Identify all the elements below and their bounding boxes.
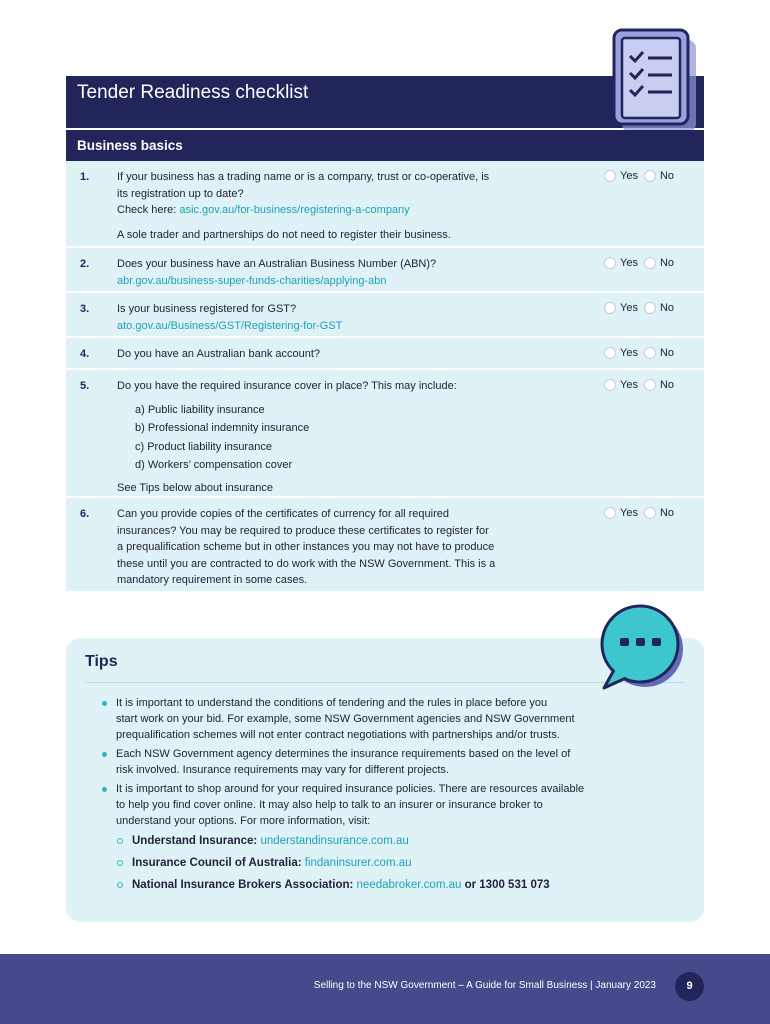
row-number: 2.: [80, 258, 90, 270]
row-number: 5.: [80, 380, 90, 392]
yes-label: Yes: [620, 170, 638, 182]
checklist-row-4: [66, 338, 704, 370]
row-question: If your business has a trading name or is a company, trust or co-operative, is: [117, 171, 490, 183]
resource-link-item: Insurance Council of Australia: findaninsurer.com.au: [102, 855, 687, 871]
row-question: Do you have the required insurance cover in place? This may include:: [117, 380, 457, 392]
list-item: a) Public liability insurance: [135, 403, 265, 416]
speech-bubble-icon: [596, 604, 688, 694]
tips-title: Tips: [85, 653, 118, 670]
yes-radio[interactable]: [604, 302, 616, 314]
no-label: No: [659, 257, 675, 269]
page-footer: [0, 954, 770, 1024]
row-question: Is your business registered for GST?: [117, 303, 297, 315]
yes-label: Yes: [620, 302, 638, 314]
checklist-row-6: [66, 498, 704, 591]
checklist-row-2: [66, 248, 704, 293]
row-question: Do you have an Australian bank account?: [117, 348, 321, 360]
section-label: Business basics: [77, 138, 183, 153]
section-business-basics: [66, 130, 704, 161]
row-number: 1.: [80, 171, 90, 183]
yes-radio[interactable]: [604, 347, 616, 359]
row-question: Can you provide copies of the certificates of currency for all required: [117, 508, 449, 520]
yes-label: Yes: [620, 507, 638, 519]
no-label: No: [659, 302, 675, 314]
row-number: 4.: [80, 348, 90, 360]
bullet-icon: [102, 701, 107, 706]
resource-link-item: National Insurance Brokers Association: needabroker.com.au or 1300 531 073: [102, 877, 687, 893]
row-check-prefix: Check here:: [117, 204, 180, 216]
list-item: b) Professional indemnity insurance: [135, 422, 310, 434]
yes-radio[interactable]: [604, 379, 616, 391]
resource-link[interactable]: needabroker.com.au: [356, 879, 462, 891]
resource-link-item: Understand Insurance: understandinsurance.com.au: [102, 833, 687, 849]
sub-bullet-icon: [117, 882, 123, 888]
no-radio[interactable]: [644, 257, 656, 269]
no-label: No: [659, 507, 675, 519]
no-radio[interactable]: [644, 379, 656, 391]
row-note: A sole trader and partnerships do not need to register their business.: [117, 228, 451, 241]
tips-list: [102, 695, 687, 899]
list-item: It is important to understand the conditions of tendering and the rules in place before you start work on your bid. For example, some NSW Government agencies and NSW Government prequalification schemes will not enter contract negotiations with partnerships and/or trusts.: [102, 695, 687, 743]
yes-label: Yes: [620, 347, 638, 359]
footer-text: Selling to the NSW Government – A Guide for Small Business | January 2023: [313, 980, 656, 991]
checklist-row-5: [66, 370, 704, 498]
row-link[interactable]: abr.gov.au/business-super-funds-charities/applying-abn: [117, 274, 387, 287]
row-question: its registration up to date?: [117, 187, 244, 200]
sub-bullet-icon: [117, 860, 123, 866]
row-number: 6.: [80, 508, 90, 520]
sub-bullet-icon: [117, 838, 123, 844]
no-label: No: [659, 170, 675, 182]
row-question: Does your business have an Australian Business Number (ABN)?: [117, 258, 437, 270]
list-item: Each NSW Government agency determines the insurance requirements based on the level of risk involved. Insurance requirements may vary for different projects.: [102, 746, 687, 778]
list-item: d) Workers’ compensation cover: [135, 459, 293, 471]
list-item: It is important to shop around for your required insurance policies. There are resources available to help you find cover online. It may also help to talk to an insurer or insurance broker to understand your options. For more information, visit:: [102, 781, 687, 829]
list-item: c) Product liability insurance: [135, 440, 272, 453]
yes-radio[interactable]: [604, 257, 616, 269]
checklist-table: [66, 161, 704, 591]
yes-label: Yes: [620, 257, 638, 269]
no-radio[interactable]: [644, 347, 656, 359]
page-title: Tender Readiness checklist: [77, 82, 309, 103]
row-note: See Tips below about insurance: [117, 481, 273, 494]
no-radio[interactable]: [644, 507, 656, 519]
row-link[interactable]: asic.gov.au/for-business/registering-a-company: [179, 204, 410, 216]
page-number: 9: [675, 972, 704, 1001]
row-link[interactable]: ato.gov.au/Business/GST/Registering-for-GST: [117, 319, 343, 332]
resource-link[interactable]: understandinsurance.com.au: [260, 835, 409, 847]
row-question: these until you are contracted to do work with the NSW Government. This is a: [117, 557, 496, 570]
bullet-icon: [102, 787, 107, 792]
yes-label: Yes: [620, 379, 638, 391]
checklist-row-3: [66, 293, 704, 338]
no-radio[interactable]: [644, 170, 656, 182]
no-label: No: [659, 347, 675, 359]
row-question: insurances? You may be required to produce these certificates to register for: [117, 524, 489, 537]
no-label: No: [659, 379, 675, 391]
tips-divider: [85, 682, 685, 683]
yes-radio[interactable]: [604, 507, 616, 519]
row-question: a prequalification scheme but in other instances you may not have to produce: [117, 541, 495, 553]
row-question: mandatory requirement in some cases.: [117, 574, 308, 586]
bullet-icon: [102, 752, 107, 757]
no-radio[interactable]: [644, 302, 656, 314]
row-number: 3.: [80, 303, 90, 315]
resource-link[interactable]: findaninsurer.com.au: [304, 857, 412, 869]
checklist-clipboard-icon: [608, 26, 708, 138]
yes-radio[interactable]: [604, 170, 616, 182]
checklist-row-1: [66, 161, 704, 248]
